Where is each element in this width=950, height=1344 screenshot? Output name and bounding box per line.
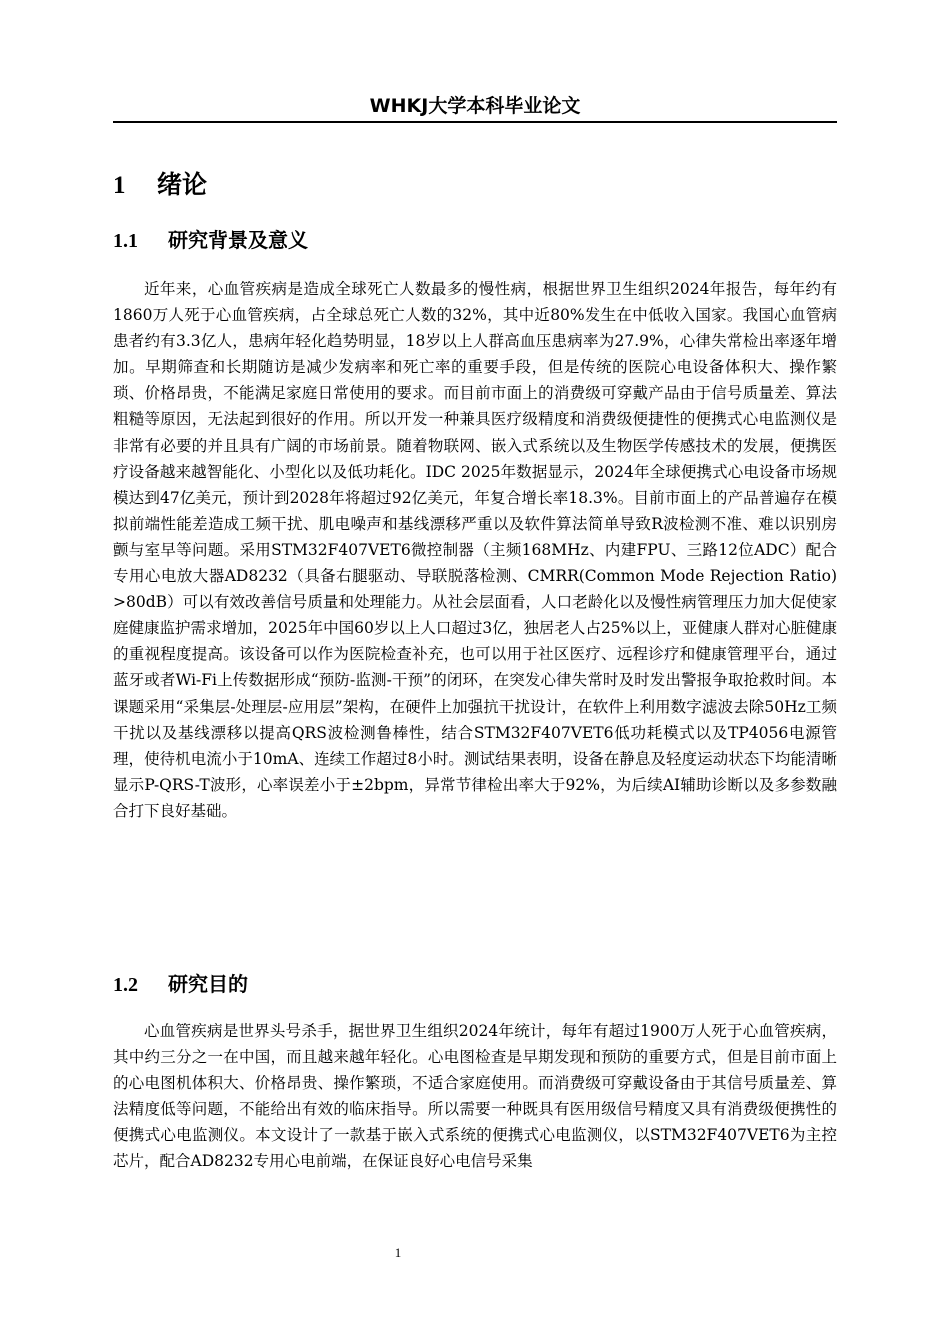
page-number: 1 <box>394 1245 402 1260</box>
chapter-heading <box>113 168 837 203</box>
chapter-title: 绪论 <box>157 170 208 199</box>
header-rule <box>113 121 837 123</box>
section-number: 1.2 <box>113 974 138 996</box>
section-number: 1.1 <box>113 230 138 252</box>
page-header: WHKJ大学本科毕业论文 <box>369 95 581 117</box>
body-paragraph-background: 近年来，心血管疾病是造成全球死亡人数最多的慢性病，根据世界卫生组织2024年报告，每年约有1860万人死于心血管疾病，占全球总死亡人数的32%，其中近80%发生在中低收入国家。我国心血管病患者约有3.3亿人，患病年轻化趋势明显，18岁以上人群高血压患病率为27.9%，心律失常检出率逐年增加。早期筛查和长期随访是减少发病率和死亡率的重要手段，但是传统的医院心电设备体积大、操作繁琐、价格昂贵，不能满足家庭日常使用的要求。而目前市面上的消费级可穿戴产品由于信号质量差、算法粗糙等原因，无法起到很好的作用。所以开发一种兼具医疗级精度和消费级便捷性的便携式心电监测仪是非常有必要的并且具有广阔的市场前景。随着物联网、嵌入式系统以及生物医学传感技术的发展，便携医疗设备越来越智能化、小型化以及低功耗化。IDC 2025年数据显示，2024年全球便携式心电设备市场规模达到47亿美元，预计到2028年将超过92亿美元，年复合增长率18.3%。目前市面上的产品普遍存在模拟前端性能差造成工频干扰、肌电噪声和基线漂移严重以及软件算法简单导致R波检测不准、难以识别房颤与室早等问题。采用STM32F407VET6微控制器（主频168MHz、内建FPU、三路12位ADC）配合专用心电放大器AD8232（具备右腿驱动、导联脱落检测、CMRR(Common Mode Rejection Ratio) >80dB）可以有效改善信号质量和处理能力。从社会层面看，人口老龄化以及慢性病管理压力加大促使家庭健康监护需求增加，2025年中国60岁以上人口超过3亿，独居老人占25%以上，亚健康人群对心脏健康的重视程度提高。该设备可以作为医院检查补充，也可以用于社区医疗、远程诊疗和健康管理平台，通过蓝牙或者Wi-Fi上传数据形成“预防-监测-干预”的闭环，在突发心律失常时及时发出警报争取抢救时间。本课题采用“采集层-处理层-应用层”架构，在硬件上加强抗干扰设计，在软件上利用数字滤波去除50Hz工频干扰以及基线漂移以提高QRS波检测鲁棒性，结合STM32F407VET6低功耗模式以及TP4056电源管理，使待机电流小于10mA、连续工作超过8小时。测试结果表明，设备在静息及轻度运动状态下均能清晰显示P-QRS-T波形，心率误差小于±2bpm，异常节律检出率大于92%，为后续AI辅助诊断以及多参数融合打下良好基础。 <box>113 280 837 820</box>
section-heading-1-2 <box>113 970 837 999</box>
chapter-number: 1 <box>113 172 126 199</box>
section-heading-1-1 <box>113 226 837 255</box>
section-title: 研究目的 <box>168 972 248 996</box>
body-paragraph-purpose: 心血管疾病是世界头号杀手，据世界卫生组织2024年统计，每年有超过1900万人死于心血管疾病，其中约三分之一在中国，而且越来越年轻化。心电图检查是早期发现和预防的重要方式，但是目前市面上的心电图机体积大、价格昂贵、操作繁琐，不适合家庭使用。而消费级可穿戴设备由于其信号质量差、算法精度低等问题，不能给出有效的临床指导。所以需要一种既具有医用级信号精度又具有消费级便携性的便携式心电监测仪。本文设计了一款基于嵌入式系统的便携式心电监测仪，以STM32F407VET6为主控芯片，配合AD8232专用心电前端，在保证良好心电信号采集 <box>113 1022 837 1171</box>
section-title: 研究背景及意义 <box>168 228 308 252</box>
